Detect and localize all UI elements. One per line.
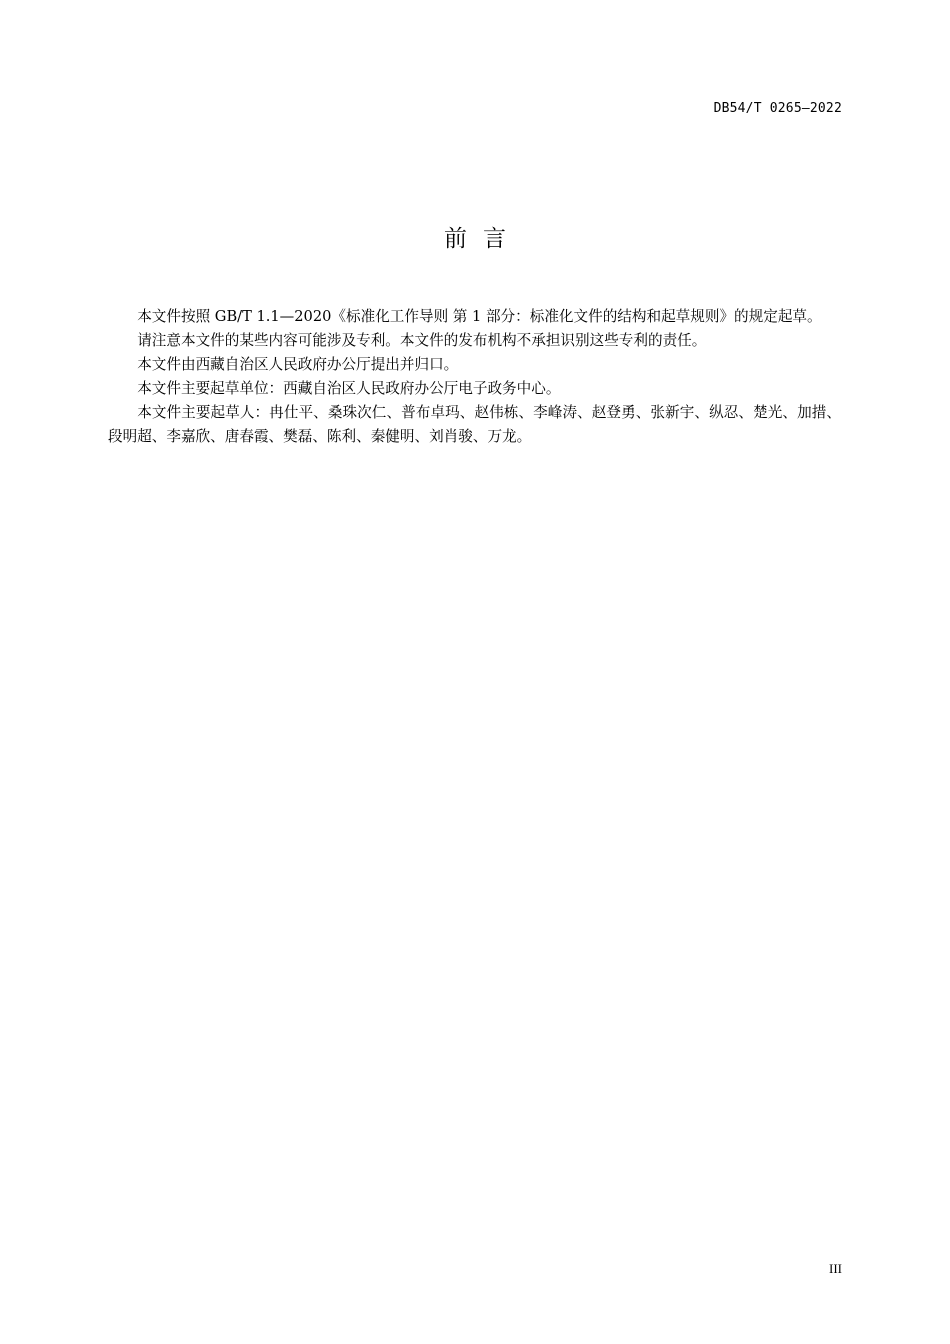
paragraph-drafting-unit: 本文件主要起草单位：西藏自治区人民政府办公厅电子政务中心。 [137, 380, 561, 397]
paragraph-proposer: 本文件由西藏自治区人民政府办公厅提出并归口。 [137, 356, 459, 373]
paragraph-drafters: 本文件主要起草人：冉仕平、桑珠次仁、普布卓玛、赵伟栋、李峰涛、赵登勇、张新宇、纵忍、楚光、加措、段明超、李嘉欣、唐春霞、樊磊、陈利、秦健明、刘肖骏、万龙。 [108, 404, 841, 445]
foreword-body [108, 305, 841, 449]
paragraph-drafting-rules: 本文件按照 GB/T 1.1—2020《标准化工作导则 第 1 部分：标准化文件的结构和起草规则》的规定起草。 [137, 308, 822, 325]
page-title: 前言 [444, 226, 522, 252]
document-code: DB54/T 0265—2022 [713, 101, 842, 116]
page-number: III [829, 1261, 842, 1276]
paragraph-patent-notice: 请注意本文件的某些内容可能涉及专利。本文件的发布机构不承担识别这些专利的责任。 [137, 332, 707, 349]
